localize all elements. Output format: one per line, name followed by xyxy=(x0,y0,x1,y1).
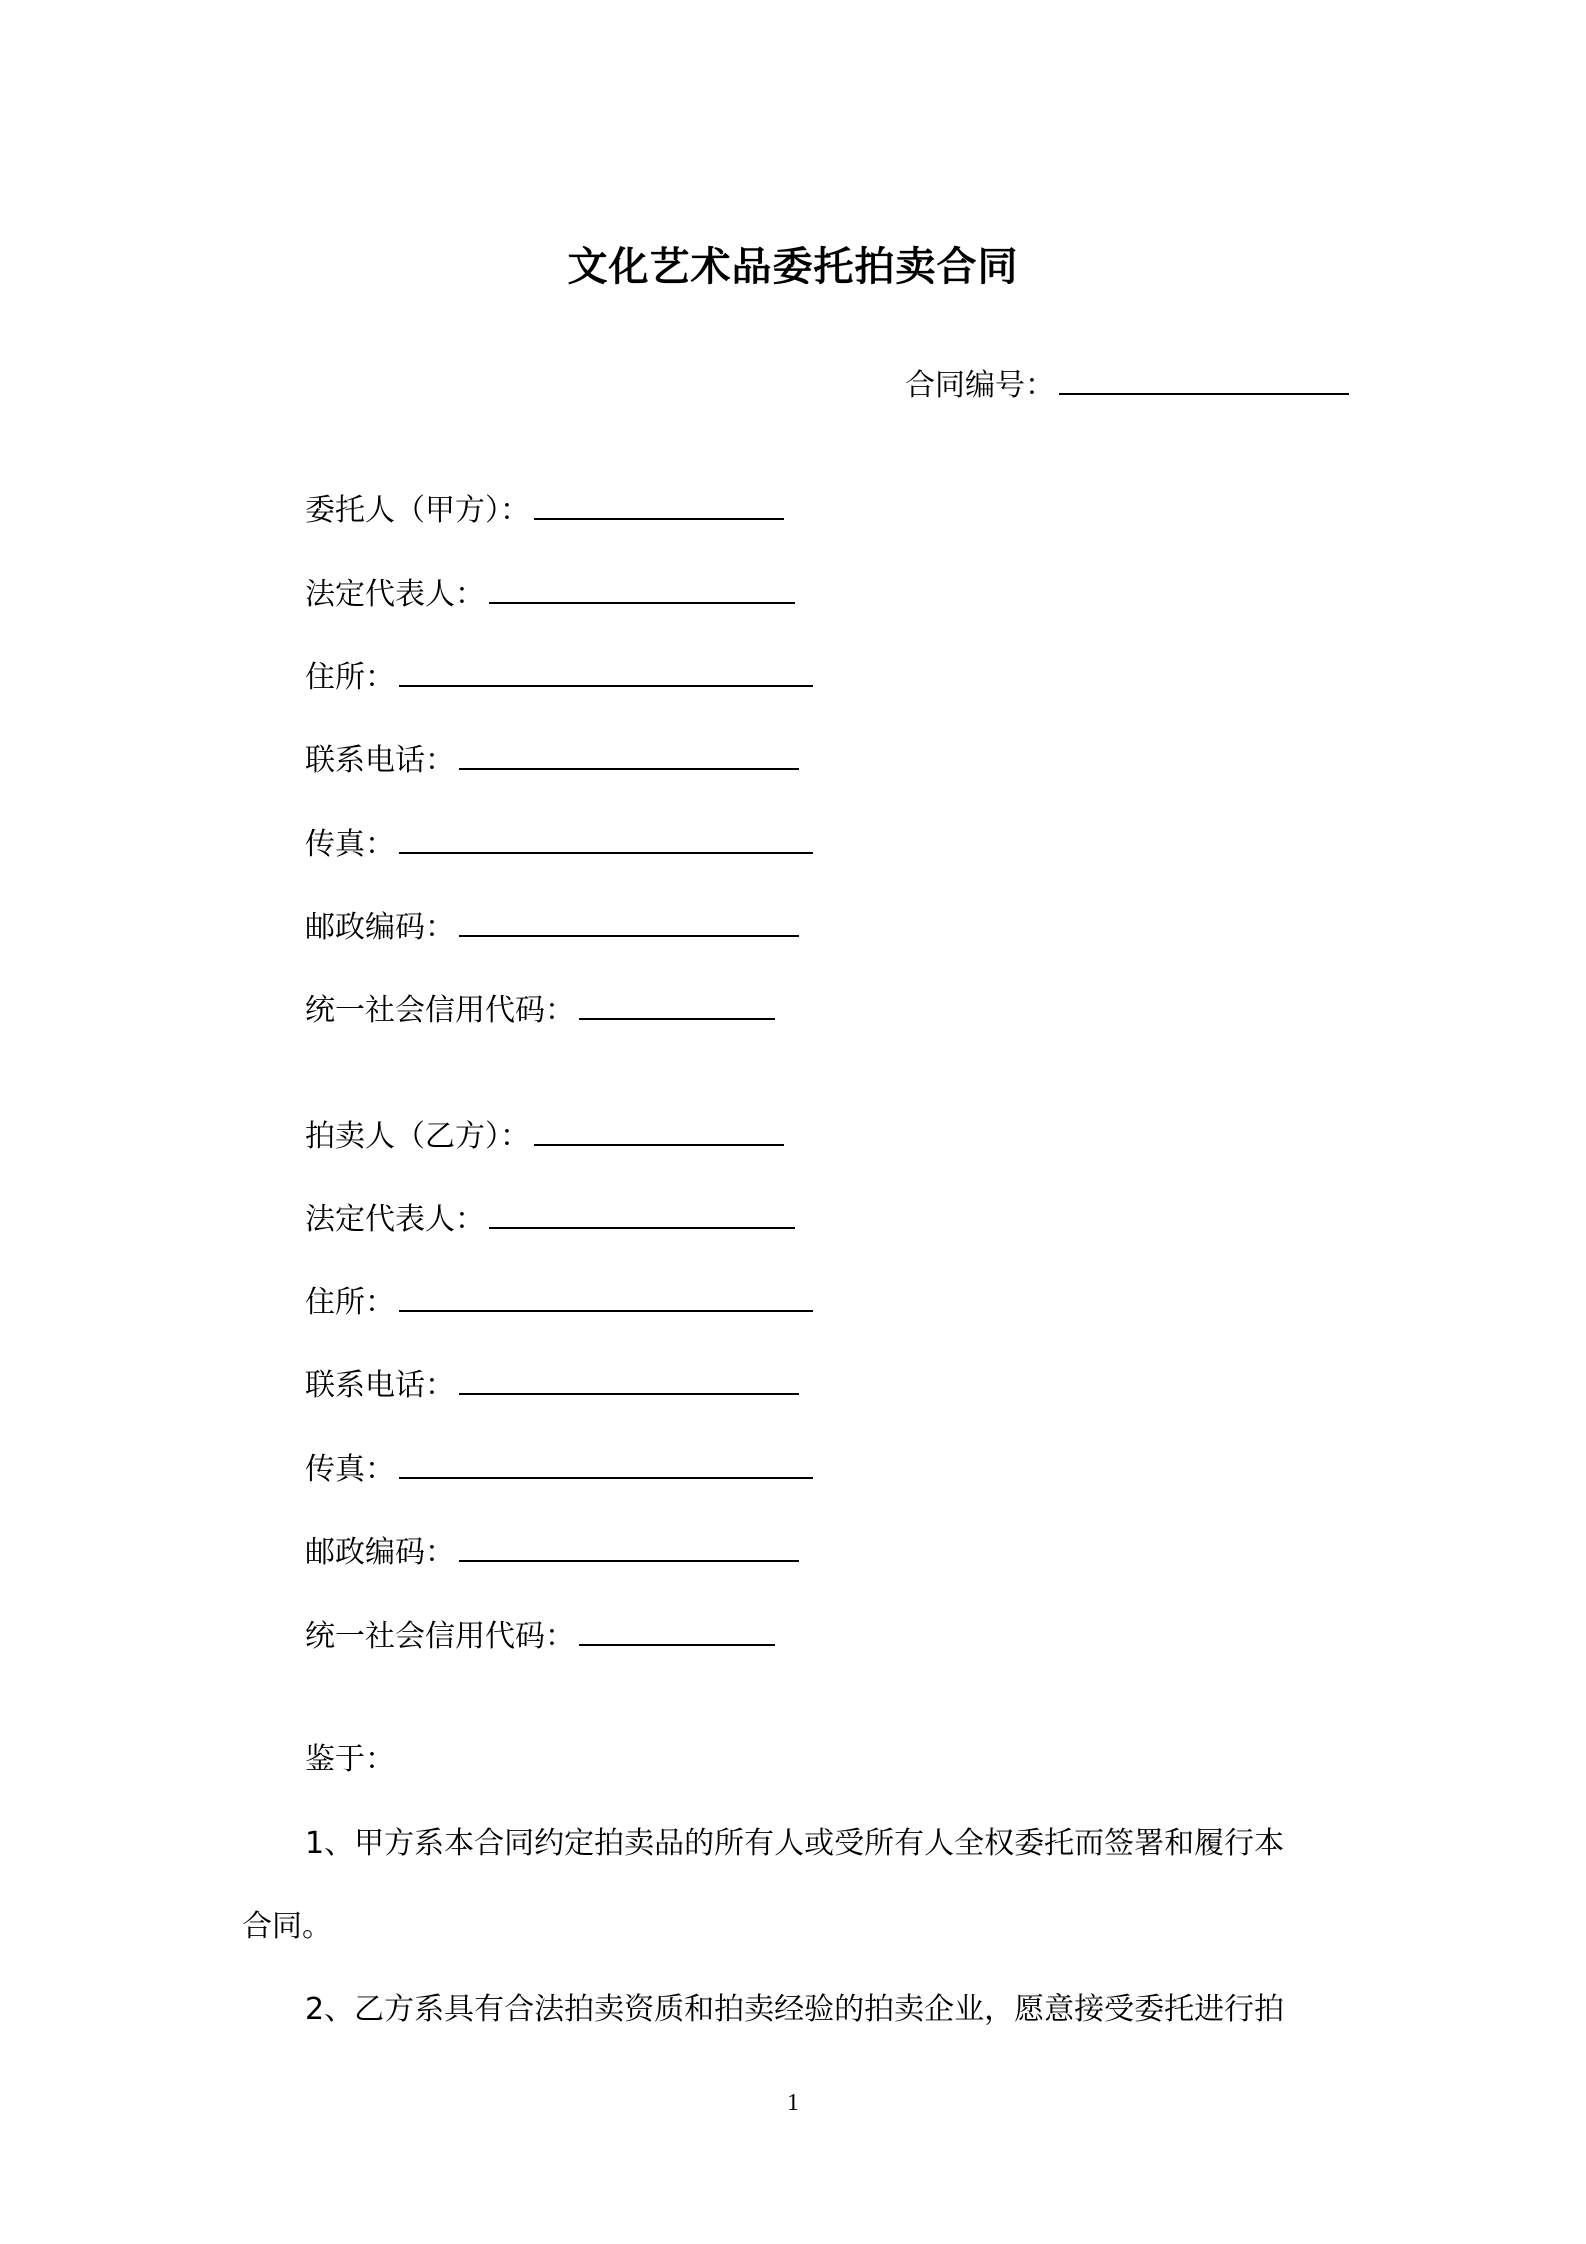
party-b-postcode-line xyxy=(305,1530,799,1573)
party-a-name-label: 委托人（甲方）： xyxy=(305,493,530,528)
party-b-fax-blank xyxy=(399,1447,813,1479)
clause-2-line-1: 2、乙方系具有合法拍卖资质和拍卖经验的拍卖企业，愿意接受委托进行拍 xyxy=(305,1992,1285,2027)
clause-1-line-1: 1、甲方系本合同约定拍卖品的所有人或受所有人全权委托而签署和履行本 xyxy=(305,1826,1285,1861)
party-b-postcode-blank xyxy=(459,1530,799,1562)
party-a-postcode-blank xyxy=(459,905,799,937)
party-b-address-blank xyxy=(399,1280,813,1312)
party-b-phone-line xyxy=(305,1363,799,1406)
party-b-rep-label: 法定代表人： xyxy=(305,1202,485,1237)
party-a-address-blank xyxy=(399,655,813,687)
party-a-address-label: 住所： xyxy=(305,660,395,695)
party-a-name-line xyxy=(305,488,784,531)
party-a-credit-code-blank xyxy=(579,988,775,1020)
party-b-address-label: 住所： xyxy=(305,1285,395,1320)
party-b-phone-blank xyxy=(459,1363,799,1395)
party-b-address-line xyxy=(305,1280,813,1323)
party-b-credit-code-line xyxy=(305,1614,775,1657)
party-a-rep-line xyxy=(305,572,795,615)
party-a-credit-code-line xyxy=(305,988,775,1031)
party-b-credit-code-blank xyxy=(579,1614,775,1646)
party-b-rep-line xyxy=(305,1197,795,1240)
contract-number-label: 合同编号： xyxy=(905,368,1055,403)
party-a-postcode-line xyxy=(305,905,799,948)
party-a-name-blank xyxy=(534,488,784,520)
party-b-fax-line xyxy=(305,1447,813,1490)
whereas-heading: 鉴于： xyxy=(305,1742,395,1777)
contract-number-blank xyxy=(1059,363,1349,395)
party-b-name-line xyxy=(305,1114,784,1157)
party-a-phone-label: 联系电话： xyxy=(305,743,455,778)
clause-1-line-2: 合同。 xyxy=(242,1909,332,1944)
party-a-phone-blank xyxy=(459,738,799,770)
party-a-phone-line xyxy=(305,738,799,781)
party-a-postcode-label: 邮政编码： xyxy=(305,910,455,945)
party-a-address-line xyxy=(305,655,813,698)
document-title: 文化艺术品委托拍卖合同 xyxy=(567,244,1019,290)
party-b-credit-code-label: 统一社会信用代码： xyxy=(305,1619,575,1654)
party-a-fax-label: 传真： xyxy=(305,827,395,862)
party-a-rep-label: 法定代表人： xyxy=(305,577,485,612)
party-a-rep-blank xyxy=(489,572,795,604)
party-b-phone-label: 联系电话： xyxy=(305,1368,455,1403)
party-b-fax-label: 传真： xyxy=(305,1452,395,1487)
page-number: 1 xyxy=(787,2090,799,2116)
party-a-fax-blank xyxy=(399,822,813,854)
party-b-rep-blank xyxy=(489,1197,795,1229)
contract-number-line xyxy=(905,360,1349,404)
party-b-name-label: 拍卖人（乙方）： xyxy=(305,1119,530,1154)
party-b-name-blank xyxy=(534,1114,784,1146)
party-a-credit-code-label: 统一社会信用代码： xyxy=(305,993,575,1028)
party-b-postcode-label: 邮政编码： xyxy=(305,1535,455,1570)
party-a-fax-line xyxy=(305,822,813,865)
